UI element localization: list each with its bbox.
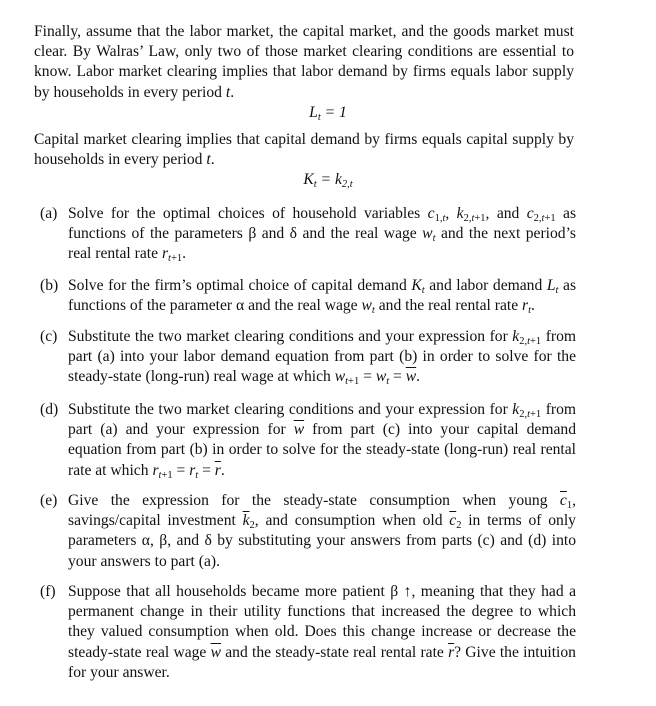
question-text-e: Give the expression for the steady-state consumption when young $\overline{c}_1$, savings/capital investment $\overline{k}_2$, and consumption when old $\overline{c}_2$ in terms of only parameters α, β, and δ by substituting your answers from parts (c) and (d) into your answers to part (a). [68,492,576,570]
question-label-b: (b) [40,277,59,294]
question-text-a: Solve for the optimal choices of household variables $c_{1,t}$, $k_{2,t+1}$, and $c_{2,t+1}$ as functions of the parameters β and δ and the real wage $w_t$ and the next period’s real rental rate $r_{t+1}$. [68,205,577,265]
question-c [40,327,576,388]
equation-labor-clearing: $L_t = 1$ [309,104,347,123]
question-label-c: (c) [40,328,58,345]
intro-paragraph-labor: Finally, assume that the labor market, the capital market, and the goods market must clear. By Walras’ Law, only two of those market clearing conditions are essential to know. Labor market clearing implies that labor demand by firms equals labor supply by households in every period t. [34,23,574,101]
equation-capital-clearing: $K_t = k_{2,t}$ [303,171,353,190]
question-d [40,400,576,481]
intro-paragraph-capital: Capital market clearing implies that capital demand by firms equals capital supply by households in every period t. [34,131,574,169]
question-f [40,582,576,683]
question-text-b: Solve for the firm’s optimal choice of capital demand $K_t$ and labor demand $L_t$ as functions of the parameter α and the real wage $w_t$ and the real rental rate $r_t$. [68,277,577,317]
question-b [40,276,576,316]
question-label-a: (a) [40,205,58,222]
question-label-d: (d) [40,401,59,418]
question-label-f: (f) [40,583,56,600]
question-text-f: Suppose that all households became more patient β ↑, meaning that they had a permanent change in their utility functions that increased the degree to which they valued consumption when old. Does this change increase or decrease the steady-state real wage $\overline{w}$ and the steady-state real rental rate $\overline{r}$? Give the intuition for your answer. [68,583,576,681]
question-a [40,204,576,265]
question-e [40,491,576,572]
question-text-d: Substitute the two market clearing conditions and your expression for $k_{2,t+1}$ from part (a) and your expression for $\overline{w}$ from part (c) into your capital demand equation from part (b) in order to solve for the steady-state (long-run) real rental rate at which $r_{t+1} = r_t = \overline{r}$. [68,401,577,481]
question-text-c: Substitute the two market clearing conditions and your expression for $k_{2,t+1}$ from part (a) into your labor demand equation from part (b) in order to solve for the steady-state (long-run) real wage at which $w_{t+1} = w_t = \overline{w}$. [68,328,577,388]
question-label-e: (e) [40,492,58,509]
